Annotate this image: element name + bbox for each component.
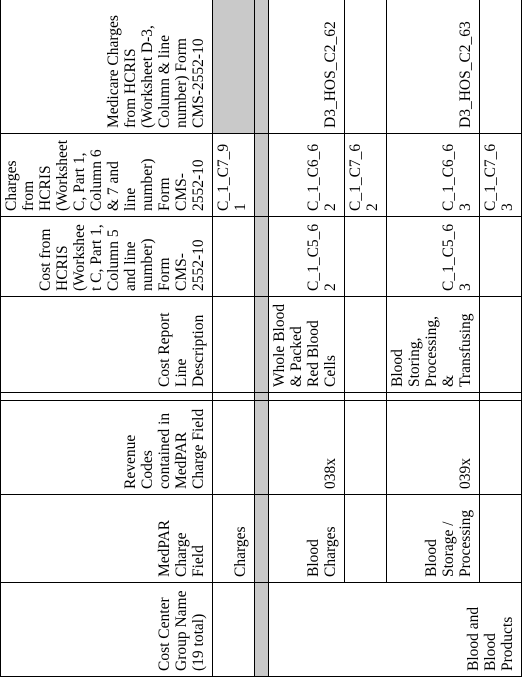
description-cell: Whole Blood & Packed Red Blood Cells <box>269 297 345 393</box>
table-cell <box>480 401 522 495</box>
medpar-cell: Blood Charges <box>269 495 345 583</box>
table-cell <box>213 401 255 495</box>
charges-cell: C_1_C6_62 <box>269 134 345 217</box>
charges-cell: C_1_C6_63 <box>387 134 480 217</box>
table-cell <box>213 583 255 677</box>
header-revenue-codes: Revenue Codes contained in MedPAR Charge Field <box>1 401 213 495</box>
table-cell <box>213 297 255 393</box>
medicare-cell: D3_HOS_C2_63 <box>387 0 480 134</box>
revenue-code-cell: 039x <box>387 401 480 495</box>
separator-row <box>255 0 269 677</box>
table-cell <box>480 495 522 583</box>
table-cell <box>480 0 522 134</box>
table-cell <box>345 495 387 583</box>
header-cost-report-line: Cost Report Line Description <box>1 297 213 393</box>
header-charges-from-hcris: Charges from HCRIS (Worksheet C, Part 1, Column 6 & 7 and line number) Form CMS-2552-10 <box>1 134 213 217</box>
table-cell <box>480 393 522 401</box>
table-cell <box>345 217 387 297</box>
header-cost-center-group: Cost Center Group Name (19 total) <box>1 583 213 677</box>
cost-cell: C_1_C5_62 <box>269 217 345 297</box>
header-spacer <box>1 393 213 401</box>
table-row <box>480 0 522 677</box>
charges-hcris-cell: C_1_C7_91 <box>213 134 255 217</box>
table-cell <box>269 393 345 401</box>
description-cell: Blood Storing, Processing, & Transfusing <box>387 297 480 393</box>
table-row <box>269 0 345 677</box>
table-cell <box>345 401 387 495</box>
header-medpar-charge-field: MedPAR Charge Field <box>1 495 213 583</box>
table-cell <box>480 217 522 297</box>
table-cell <box>345 297 387 393</box>
table-cell <box>387 393 480 401</box>
charges-cell: C_1_C7_62 <box>345 134 387 217</box>
charges-medpar-cell: Charges <box>213 495 255 583</box>
table-cell <box>213 393 255 401</box>
charges-cell: C_1_C7_63 <box>480 134 522 217</box>
header-row <box>1 0 213 677</box>
table-cell <box>345 393 387 401</box>
table-cell <box>213 0 255 134</box>
header-cost-from-hcris: Cost from HCRIS (Worksheet C, Part 1, Column 5 and line number) Form CMS-2552-10 <box>1 217 213 297</box>
revenue-code-cell: 038x <box>269 401 345 495</box>
medicare-cell: D3_HOS_C2_62 <box>269 0 345 134</box>
table-cell <box>345 0 387 134</box>
medpar-cell: Blood Storage / Processing <box>387 495 480 583</box>
cost-cell: C_1_C5_63 <box>387 217 480 297</box>
table-row <box>387 0 480 677</box>
table-cell <box>480 297 522 393</box>
header-medicare-charges: Medicare Charges from HCRIS (Worksheet D-3, Column & line number) Form CMS-2552-10 <box>1 0 213 134</box>
table-row <box>345 0 387 677</box>
table-cell <box>213 217 255 297</box>
group-name-cell: Blood and Blood Products <box>269 583 522 677</box>
charges-row <box>213 0 255 677</box>
